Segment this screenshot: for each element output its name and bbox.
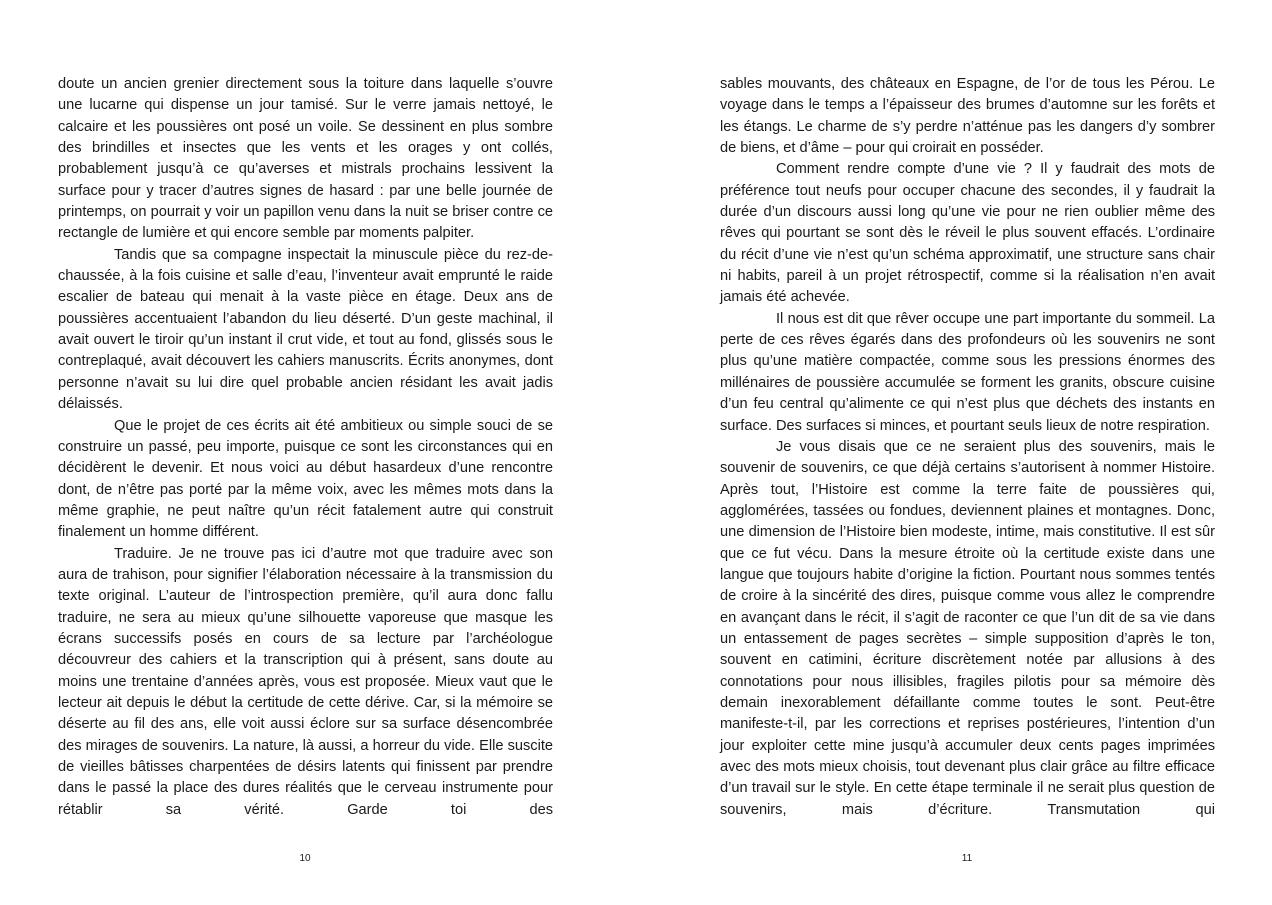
right-page [636, 0, 1272, 905]
paragraph: Je vous disais que ce ne seraient plus des souvenirs, mais le souvenir de souvenirs, ce que déjà certains s’autorisent à nommer Histoire. Après tout, l’Histoire est comme la terre faite de poussières qui, agglomérées, tassées ou fondues, deviennent plaines et montagnes. Donc, une dimension de l’Histoire bien modeste, intime, mais constitutive. Il est sûr que ce fut vécu. Dans la mesure étroite où la certitude existe dans une langue que toujours habite d’origine la fiction. Pourtant nous sommes tentés de croire à la sincérité des dires, puisque comme vous allez le comprendre en avançant dans le récit, il s’agit de raconter ce que l’un dit de sa vie dans un entassement de pages secrètes – simple supposition d’après le ton, souvent en catimini, écriture discrètement notée par allusions à des connotations pour nous illisibles, fragiles pilotis pour sa mémoire dès demain inexorablement défaillante comme toutes le sont. Peut-être manifeste-t-il, par les corrections et reprises postérieures, l’intention d’un jour exploiter cette mine jusqu’à accumuler deux cents pages imprimées avec des mots mieux choisis, tout devenant plus clair grâce au filtre efficace d’un travail sur le style. En cette étape terminale il ne serait plus question de souvenirs, mais d’écriture. Transmutation qui [720, 438, 1215, 818]
paragraph: Tandis que sa compagne inspectait la minuscule pièce du rez-de-chaussée, à la fois cuisine et salle d’eau, l’inventeur avait emprunté le raide escalier de bateau qui menait à la vaste pièce en étage. Deux ans de poussières accentuaient l’abandon du lieu déserté. D’un geste machinal, il avait ouvert le tiroir qu’un instant il crut vide, et tout au fond, glissés sous le contreplaqué, avait découvert les cahiers manuscrits. Écrits anonymes, dont personne n’avait su lui dire quel probable ancien résidant les avait jadis délaissés. [58, 246, 553, 413]
paragraph: sables mouvants, des châteaux en Espagne, de l’or de tous les Pérou. Le voyage dans le temps a l’épaisseur des brumes d’automne sur les forêts et les étangs. Le charme de s’y perdre n’atténue pas les dangers d’y sombrer de biens, et d’âme – pour qui croirait en posséder. [720, 76, 1215, 157]
paragraph: Comment rendre compte d’une vie ? Il y faudrait des mots de préférence tout neufs pour occuper chacune des secondes, il y faudrait la durée d’un discours aussi long qu’une vie pour ne rien oublier même des rêves qui pourtant se sont dès le réveil le plus souvent effacés. L’ordinaire du récit d’une vie n’est qu’un schéma approximatif, une structure sans chair ni habits, pareil à un projet rétrospectif, comme si la réalisation n’en avait jamais été achevée. [720, 161, 1215, 306]
paragraph: Traduire. Je ne trouve pas ici d’autre mot que traduire avec son aura de trahison, pour signifier l’élaboration nécessaire à la transmission du texte original. L’auteur de l’introspection première, qu’il aura donc fallu traduire, ne sera au mieux qu’une silhouette vaporeuse que masque les écrans successifs posés en cours de sa lecture par l’archéologue découvreur des cahiers et la transcription qui à présent, sans doute au moins une trentaine d’années après, vous est proposée. Mieux vaut que le lecteur ait depuis le début la certitude de cette dérive. Car, si la mémoire se déserte au fil des ans, elle voit aussi éclore sur sa surface désencombrée des mirages de souvenirs. La nature, là aussi, a horreur du vide. Elle suscite de vieilles bâtisses charpentées de désirs latents qui finissent par prendre dans le passé la place des dures réalités que le cerveau instrumente pour rétablir sa vérité. Garde toi des [58, 545, 553, 818]
paragraph: Il nous est dit que rêver occupe une part importante du sommeil. La perte de ces rêves égarés dans des profondeurs où les souvenirs ne sont plus qu’une matière compactée, comme sous les pressions énormes des millénaires de poussière accumulée se forment les granits, obscure cuisine d’un feu central qu’alimente ce qui n’est plus que déchets des instants en surface. Des surfaces si minces, et pourtant seuls lieux de notre respiration. [720, 310, 1215, 434]
paragraph: Que le projet de ces écrits ait été ambitieux ou simple souci de se construire un passé, peu importe, puisque ce sont les circonstances qui en décidèrent le devenir. Et nous voici au début hasardeux d’une rencontre dont, de n’être pas porté par la même voix, avec les mêmes mots dans la même graphie, ne peut naître qu’un récit fatalement autre qui construit finalement un homme différent. [58, 417, 553, 541]
page-number: 11 [961, 853, 973, 864]
page-number: 10 [299, 853, 311, 864]
right-page-text [720, 74, 1215, 821]
paragraph: doute un ancien grenier directement sous la toiture dans laquelle s’ouvre une lucarne qui dispense un jour tamisé. Sur le verre jamais nettoyé, le calcaire et les poussières ont posé un voile. Se dessinent en plus sombre des brindilles et insectes que les vents et les orages y ont collés, probablement jusqu’à ce qu’averses et mistrals prochains lessivent la surface pour y tracer d’autres signes de hasard : par une belle journée de printemps, on pourrait y voir un papillon venu dans la nuit se briser contre ce rectangle de lumière et qui encore semble par moments palpiter. [58, 76, 553, 242]
left-page-text [58, 74, 553, 821]
